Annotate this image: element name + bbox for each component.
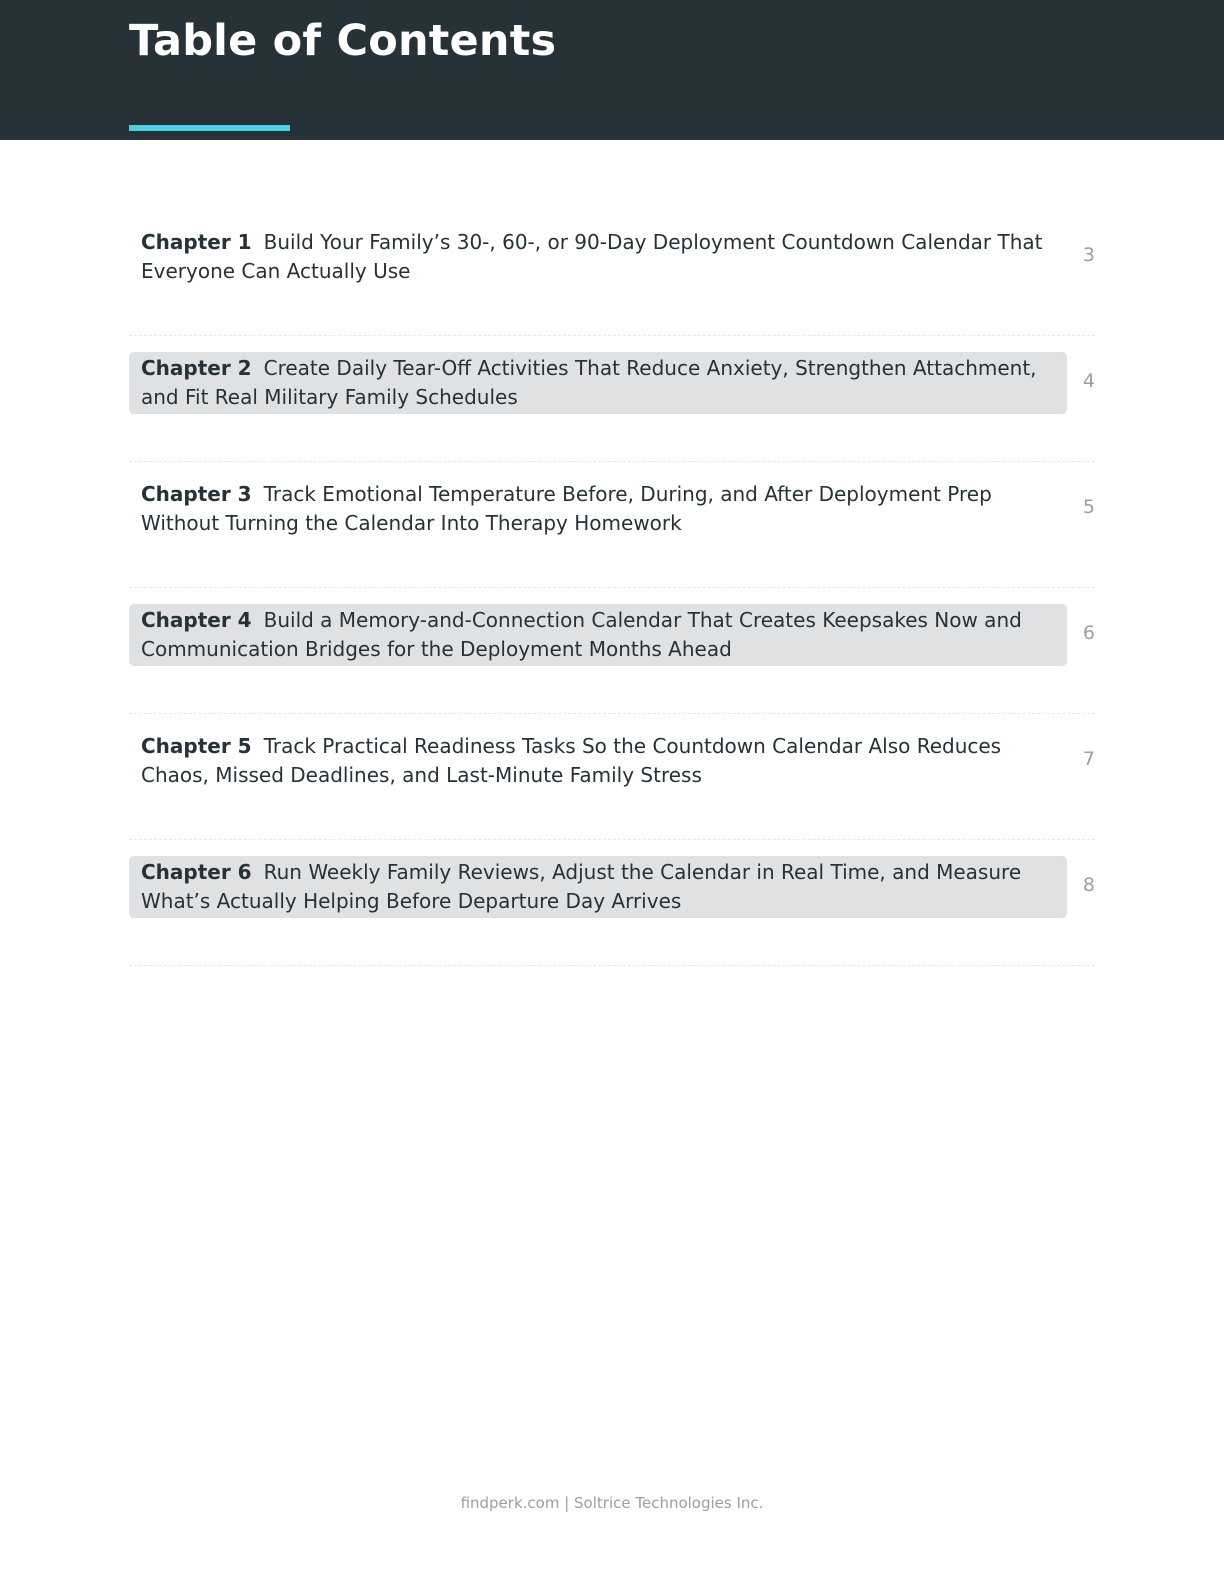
toc-entry-text — [129, 730, 1067, 792]
chapter-label: Chapter 4 — [141, 608, 252, 632]
chapter-label: Chapter 6 — [141, 860, 252, 884]
toc-entry-chapter-3[interactable] — [129, 462, 1095, 588]
chapter-title: Track Emotional Temperature Before, During, and After Deployment Prep Without Turning the Calendar Into Therapy Homework — [141, 482, 992, 535]
page-number: 5 — [1082, 496, 1095, 518]
page-header — [0, 0, 1224, 140]
page-number: 8 — [1082, 874, 1095, 896]
toc-entry-chapter-5[interactable] — [129, 714, 1095, 840]
toc-list — [129, 210, 1095, 966]
title-accent-bar — [129, 125, 290, 131]
chapter-label: Chapter 3 — [141, 482, 252, 506]
chapter-label: Chapter 1 — [141, 230, 252, 254]
page-footer: findperk.com | Soltrice Technologies Inc. — [460, 1494, 764, 1512]
toc-entry-text — [129, 352, 1067, 414]
chapter-title: Build Your Family’s 30-, 60-, or 90-Day Deployment Countdown Calendar That Everyone Can Actually Use — [141, 230, 1043, 283]
chapter-title: Create Daily Tear-Off Activities That Reduce Anxiety, Strengthen Attachment, and Fit Real Military Family Schedules — [141, 356, 1037, 409]
chapter-title: Run Weekly Family Reviews, Adjust the Calendar in Real Time, and Measure What’s Actually Helping Before Departure Day Arrives — [141, 860, 1022, 913]
page-number: 4 — [1082, 370, 1095, 392]
toc-entry-text — [129, 478, 1067, 540]
chapter-label: Chapter 5 — [141, 734, 252, 758]
page-number: 3 — [1082, 244, 1095, 266]
chapter-title: Track Practical Readiness Tasks So the Countdown Calendar Also Reduces Chaos, Missed Deadlines, and Last-Minute Family Stress — [141, 734, 1002, 787]
page-number: 6 — [1082, 622, 1095, 644]
chapter-title: Build a Memory-and-Connection Calendar That Creates Keepsakes Now and Communication Bridges for the Deployment Months Ahead — [141, 608, 1022, 661]
toc-entry-chapter-2[interactable] — [129, 336, 1095, 462]
chapter-label: Chapter 2 — [141, 356, 252, 380]
page-number: 7 — [1082, 748, 1095, 770]
toc-entry-chapter-1[interactable] — [129, 210, 1095, 336]
toc-entry-chapter-6[interactable] — [129, 840, 1095, 966]
toc-entry-text — [129, 226, 1067, 288]
toc-entry-chapter-4[interactable] — [129, 588, 1095, 714]
toc-entry-text — [129, 856, 1067, 918]
toc-entry-text — [129, 604, 1067, 666]
page-title: Table of Contents — [129, 16, 557, 66]
